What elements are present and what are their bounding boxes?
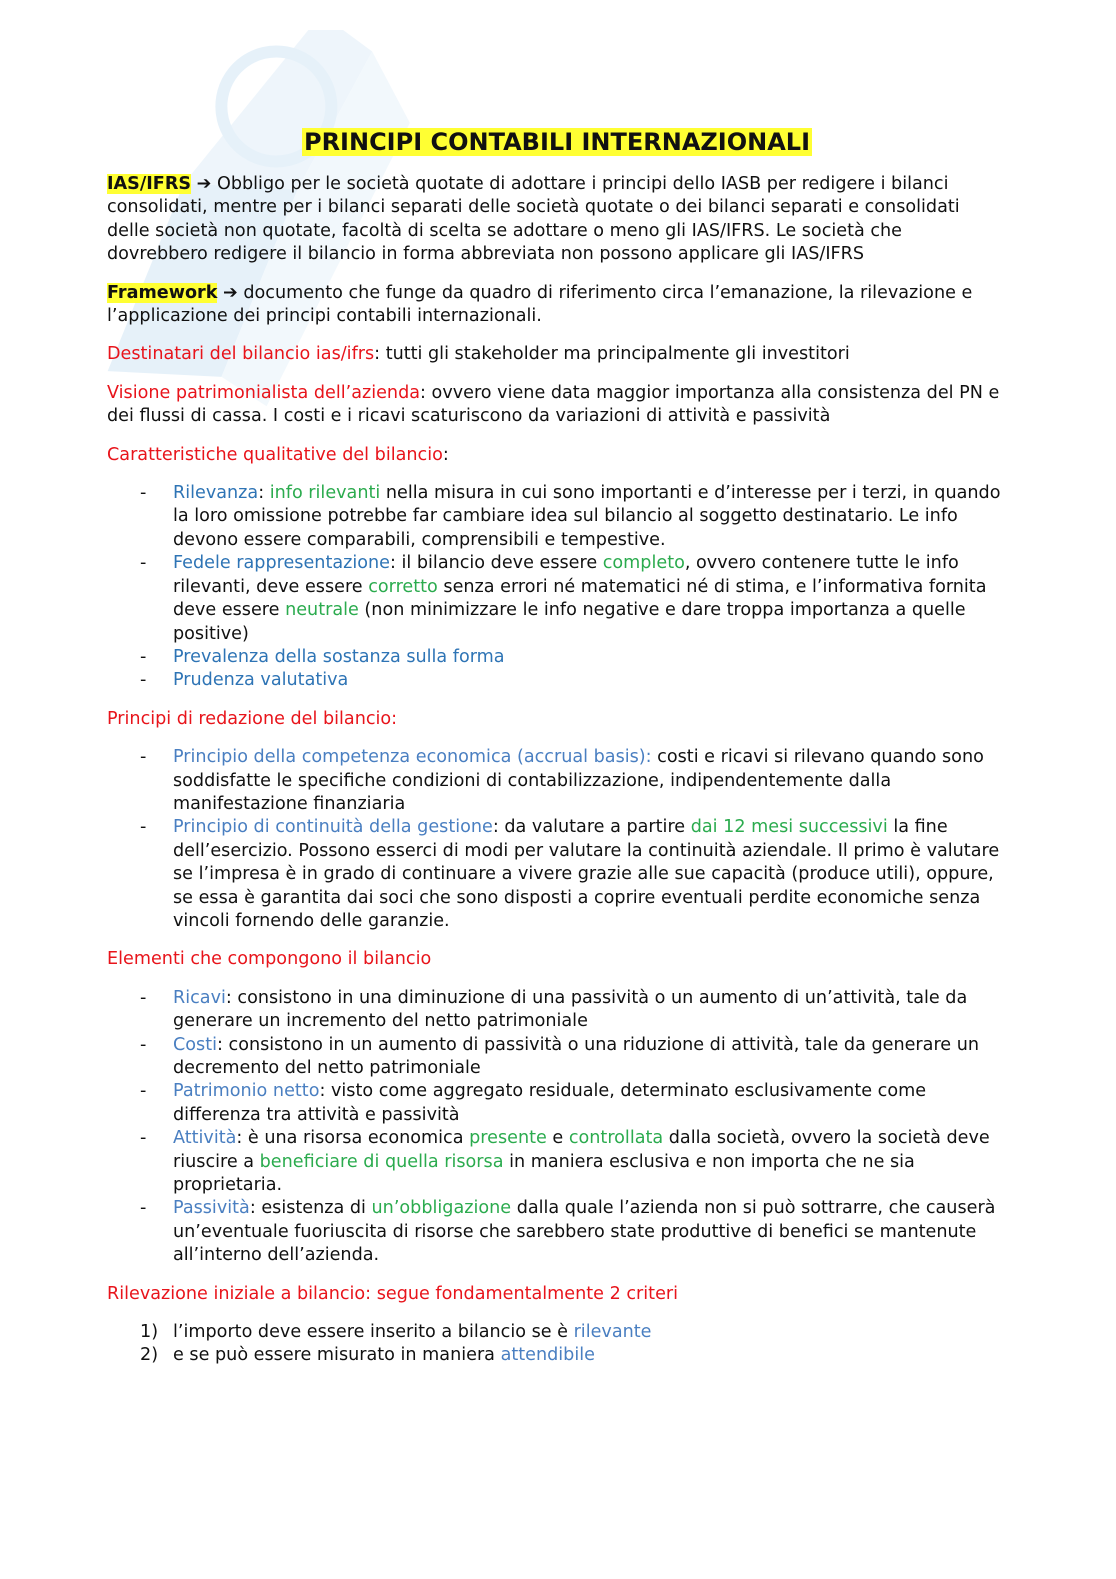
list-item: - Fedele rappresentazione: il bilancio deve essere completo, ovvero contenere tutte le info rilevanti, deve essere corretto senza errori né matematici né di stima, e l’informativa fornita deve essere neutrale (non minimizzare le info negative e dare troppa importanza a quelle positive) xyxy=(140,553,987,644)
visione-text: : ovvero viene data maggior importanza alla consistenza del PN e dei flussi di cassa. I costi e i ricavi scaturiscono da variazioni di attività e passività xyxy=(107,382,1000,427)
list-item: - Passività: esistenza di un’obbligazione dalla quale l’azienda non si può sottrarre, che causerà un’eventuale fuoriuscita di risorse che sarebbero state produttive di benefici se mantenute all’interno dell’azienda. xyxy=(140,1198,996,1266)
arrow-right-icon: ➔ xyxy=(196,174,212,194)
destinatari-text: : tutti gli stakeholder ma principalmente gli investitori xyxy=(374,344,850,365)
heading-rilevazione: Rilevazione iniziale a bilancio: segue fondamentalmente 2 criteri xyxy=(107,1283,679,1304)
framework-text: documento che funge da quadro di riferimento circa l’emanazione, la rilevazione e l’applicazione dei principi contabili internazionali. xyxy=(107,282,973,327)
ias-ifrs-label: IAS/IFRS xyxy=(107,174,192,194)
list-item: - Principio di continuità della gestione: da valutare a partire dai 12 mesi successivi la fine dell’esercizio. Possono esserci di modi per valutare la continuità aziendale. Il primo è valutare se l’impresa è in grado di continuare a vivere grazie alle sue capacità (produce utili), oppure, se essa è garantita dai soci che sono disposti a coprire eventuali perdite economiche senza vincoli fornendo delle garanzie. xyxy=(140,817,1000,931)
document-page xyxy=(107,126,1007,1383)
list-item: - Costi: consistono in un aumento di passività o una riduzione di attività, tale da generare un decremento del netto patrimoniale xyxy=(140,1034,980,1078)
list-item: - Principio della competenza economica (accrual basis): costi e ricavi si rilevano quando sono soddisfatte le specifiche condizioni di contabilizzazione, indipendentemente dalla manifestazione finanziaria xyxy=(140,747,984,814)
arrow-right-icon: ➔ xyxy=(223,282,238,303)
list-item: - Attività: è una risorsa economica presente e controllata dalla società, ovvero la società deve riuscire a beneficiare di quella risorsa in maniera esclusiva e non importa che ne sia proprietaria. xyxy=(140,1128,990,1196)
destinatari-label: Destinatari del bilancio ias/ifrs xyxy=(107,344,375,365)
list-principi xyxy=(107,746,1007,933)
heading-caratteristiche: Caratteristiche qualitative del bilancio: xyxy=(107,444,449,465)
paragraph-ias-ifrs xyxy=(107,173,1007,267)
page-title: PRINCIPI CONTABILI INTERNAZIONALI xyxy=(303,128,811,156)
list-item: - Rilevanza: info rilevanti nella misura in cui sono importanti e d’interesse per i terzi, in quando la loro omissione potrebbe far cambiare idea sul bilancio al soggetto destinatario. Le info devono essere comparabili, comprensibili e tempestive. xyxy=(140,483,1001,550)
list-caratteristiche xyxy=(107,482,1007,693)
heading-elementi: Elementi che compongono il bilancio xyxy=(107,949,432,970)
list-item: - Prevalenza della sostanza sulla forma xyxy=(140,646,505,667)
paragraph-framework xyxy=(107,282,1007,329)
heading-principi: Principi di redazione del bilancio: xyxy=(107,708,398,729)
ias-ifrs-text: Obbligo per le società quotate di adottare i principi dello IASB per redigere i bilanci consolidati, mentre per i bilanci separati delle società quotate o dei bilanci separati e consolidati delle società non quotate, facoltà di scelta se adottare o meno gli IAS/IFRS. Le società che dovrebbero redigere il bilancio in forma abbreviata non possono applicare gli IAS/IFRS xyxy=(107,174,960,265)
list-item: 1) l’importo deve essere inserito a bilancio se è rilevante xyxy=(140,1322,652,1343)
list-item: 2) e se può essere misurato in maniera attendibile xyxy=(140,1345,595,1366)
list-item: - Prudenza valutativa xyxy=(140,670,349,691)
list-item: - Ricavi: consistono in una diminuzione di una passività o un aumento di un’attività, tale da generare un incremento del netto patrimoniale xyxy=(140,987,968,1032)
list-elementi xyxy=(107,987,1007,1268)
paragraph-destinatari xyxy=(107,343,1007,366)
visione-label: Visione patrimonialista dell’azienda xyxy=(107,382,421,403)
framework-label: Framework xyxy=(107,282,218,303)
list-item: - Patrimonio netto: visto come aggregato residuale, determinato esclusivamente come differenza tra attività e passività xyxy=(140,1081,927,1125)
list-rilevazione xyxy=(107,1321,1007,1368)
paragraph-visione xyxy=(107,382,1007,429)
